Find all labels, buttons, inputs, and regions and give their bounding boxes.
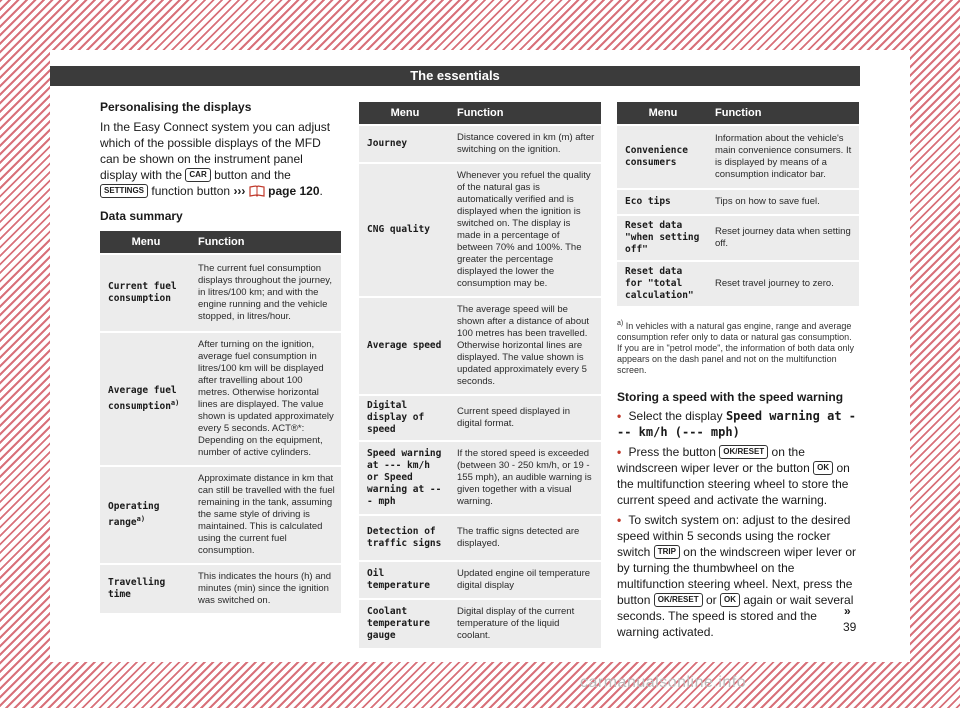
car-key: CAR <box>185 168 210 182</box>
footnote-text: In vehicles with a natural gas engine, range and average consumption refer only to data or natural gas consumption. If you are in "petrol mode", the information of both data only appears on the dash panel and not on the multifunction screen. <box>617 321 855 375</box>
column-right <box>617 100 859 644</box>
menu-item-label: Operating range <box>108 500 160 529</box>
table-row <box>359 516 601 560</box>
menu-item-label: Current fuel consumption <box>108 281 177 304</box>
ok-key: OK <box>720 593 740 607</box>
page-number: 39 <box>843 620 857 634</box>
column-left <box>100 100 341 615</box>
bullet-text: Select the display <box>628 409 723 423</box>
function-cell: This indicates the hours (h) and minutes (min) since the ignition was switched on. <box>192 565 341 613</box>
bullet-text: on the windscreen wiper lever or the button <box>617 445 810 475</box>
bullet-text: To switch system on: adjust to the desired speed within 5 seconds using the rocker switch <box>617 513 851 559</box>
menu-cell: Oil temperature <box>359 562 451 598</box>
menu-cell <box>100 565 192 613</box>
menu-cell: Eco tips <box>617 190 709 214</box>
trip-key: TRIP <box>654 545 680 559</box>
function-cell: Approximate distance in km that can still be travelled with the fuel remaining in the tank, assuming the same style of driving is maintained. This is calculated using the current fuel consumption. <box>192 467 341 563</box>
section-title: Personalising the displays <box>100 100 252 114</box>
bullet-text: on the multifunction steering wheel to store the current speed and activate the warning. <box>617 461 850 507</box>
bullet-icon: • <box>617 409 622 423</box>
data-summary-table-1 <box>100 229 341 615</box>
table-row <box>100 333 341 465</box>
bullet-icon: • <box>617 513 622 527</box>
table-row <box>359 396 601 440</box>
intro-text: In the Easy Connect system you can adjust which of the possible displays of the MFD can be shown on the instrument panel display with the <box>100 120 331 182</box>
table-row <box>100 565 341 613</box>
menu-header: Menu <box>100 231 192 253</box>
data-summary-table-2 <box>359 100 601 650</box>
column-middle <box>359 100 601 650</box>
menu-cell: Convenience consumers <box>617 126 709 188</box>
bullet-item <box>617 512 859 640</box>
function-cell: Tips on how to save fuel. <box>709 190 859 214</box>
page-reference[interactable]: page 120 <box>268 184 320 198</box>
function-cell: If the stored speed is exceeded (between 30 - 250 km/h, or 19 - 155 mph), an audible warning is given together with a visual warning. <box>451 442 601 514</box>
intro-text: button and the <box>214 168 291 182</box>
menu-cell <box>100 255 192 331</box>
menu-cell: Detection of traffic signs <box>359 516 451 560</box>
footnote <box>617 318 859 376</box>
function-cell: Updated engine oil temperature digital display <box>451 562 601 598</box>
menu-cell: Reset data "when setting off" <box>617 216 709 260</box>
function-header: Function <box>709 102 859 124</box>
menu-item-label: Average fuel consumption <box>108 384 177 413</box>
menu-cell: Average speed <box>359 298 451 394</box>
table-row <box>617 190 859 214</box>
menu-header: Menu <box>359 102 451 124</box>
bullet-text: again or wait several seconds. The speed is stored and the warning activated. <box>617 593 854 639</box>
table-row <box>617 262 859 306</box>
table-row <box>359 126 601 162</box>
menu-cell: Journey <box>359 126 451 162</box>
bullet-text: or <box>705 593 717 607</box>
bullet-text: Press the button <box>628 445 716 459</box>
table-row <box>359 562 601 598</box>
function-cell: Digital display of the current temperature of the liquid coolant. <box>451 600 601 648</box>
table-row <box>359 298 601 394</box>
bullet-text: on the windscreen wiper lever or by turning the thumbwheel on the multifunction steering wheel. Next, press the button <box>617 545 857 607</box>
function-header: Function <box>192 231 341 253</box>
table-row <box>100 255 341 331</box>
function-cell: Reset journey data when setting off. <box>709 216 859 260</box>
menu-item-label: Travelling time <box>108 577 166 600</box>
menu-cell <box>100 467 192 563</box>
table-row <box>100 467 341 563</box>
settings-key: SETTINGS <box>100 184 148 198</box>
display-name: Speed warning at --- km/h (--- mph) <box>617 409 856 439</box>
data-summary-title: Data summary <box>100 209 183 223</box>
intro-text: function button <box>151 184 231 198</box>
continue-mark: » <box>844 604 851 618</box>
function-cell: After turning on the ignition, average fuel consumption in litres/100 km will be displayed after travelling about 100 metres. Otherwise horizontal lines are displayed. The value shown is updated approximately every 5 seconds. ACT®*: Depending on the equipment, number of active cylinders. <box>192 333 341 465</box>
watermark: carmanualsonline.info <box>580 674 747 691</box>
menu-header: Menu <box>617 102 709 124</box>
book-reference-icon <box>249 185 265 197</box>
speed-warning-title: Storing a speed with the speed warning <box>617 390 844 404</box>
menu-cell: Digital display of speed <box>359 396 451 440</box>
table-row <box>617 216 859 260</box>
footnote-marker: a) <box>170 398 180 407</box>
bullet-item <box>617 408 859 440</box>
function-cell: Whenever you refuel the quality of the natural gas is automatically verified and is displayed when the ignition is switched on. The display is made in a percentage of between 70% and 100%. The greater the percentage displayed the lower the consumption may be. <box>451 164 601 296</box>
bullet-item <box>617 444 859 508</box>
function-cell: Distance covered in km (m) after switching on the ignition. <box>451 126 601 162</box>
function-cell: Information about the vehicle's main convenience consumers. It is displayed by means of a consumption indicator bar. <box>709 126 859 188</box>
ok-reset-key: OK/RESET <box>654 593 703 607</box>
reference-arrows: ››› <box>233 184 246 198</box>
ok-reset-key: OK/RESET <box>719 445 768 459</box>
function-cell: The average speed will be shown after a distance of about 100 metres has been travelled. Otherwise horizontal lines are displayed. The value shown is updated approximately every 5 seconds. <box>451 298 601 394</box>
function-cell: The current fuel consumption displays throughout the journey, in litres/100 km; and with the engine running and the vehicle stopped, in litres/hour. <box>192 255 341 331</box>
bullet-icon: • <box>617 445 622 459</box>
intro-paragraph <box>100 119 341 199</box>
menu-cell: Coolant temperature gauge <box>359 600 451 648</box>
function-header: Function <box>451 102 601 124</box>
menu-cell: Reset data for "total calculation" <box>617 262 709 306</box>
intro-period: . <box>319 184 323 198</box>
footnote-marker: a) <box>136 514 146 523</box>
footnote-marker: a) <box>617 320 624 327</box>
table-row <box>617 126 859 188</box>
table-row <box>359 600 601 648</box>
menu-cell: Speed warning at --- km/h or Speed warning at --- mph <box>359 442 451 514</box>
function-cell: Reset travel journey to zero. <box>709 262 859 306</box>
function-cell: Current speed displayed in digital format. <box>451 396 601 440</box>
table-row <box>359 442 601 514</box>
menu-cell <box>100 333 192 465</box>
data-summary-table-3 <box>617 100 859 308</box>
table-row <box>359 164 601 296</box>
menu-cell: CNG quality <box>359 164 451 296</box>
chapter-header: The essentials <box>50 66 860 86</box>
ok-key: OK <box>813 461 833 475</box>
function-cell: The traffic signs detected are displayed. <box>451 516 601 560</box>
